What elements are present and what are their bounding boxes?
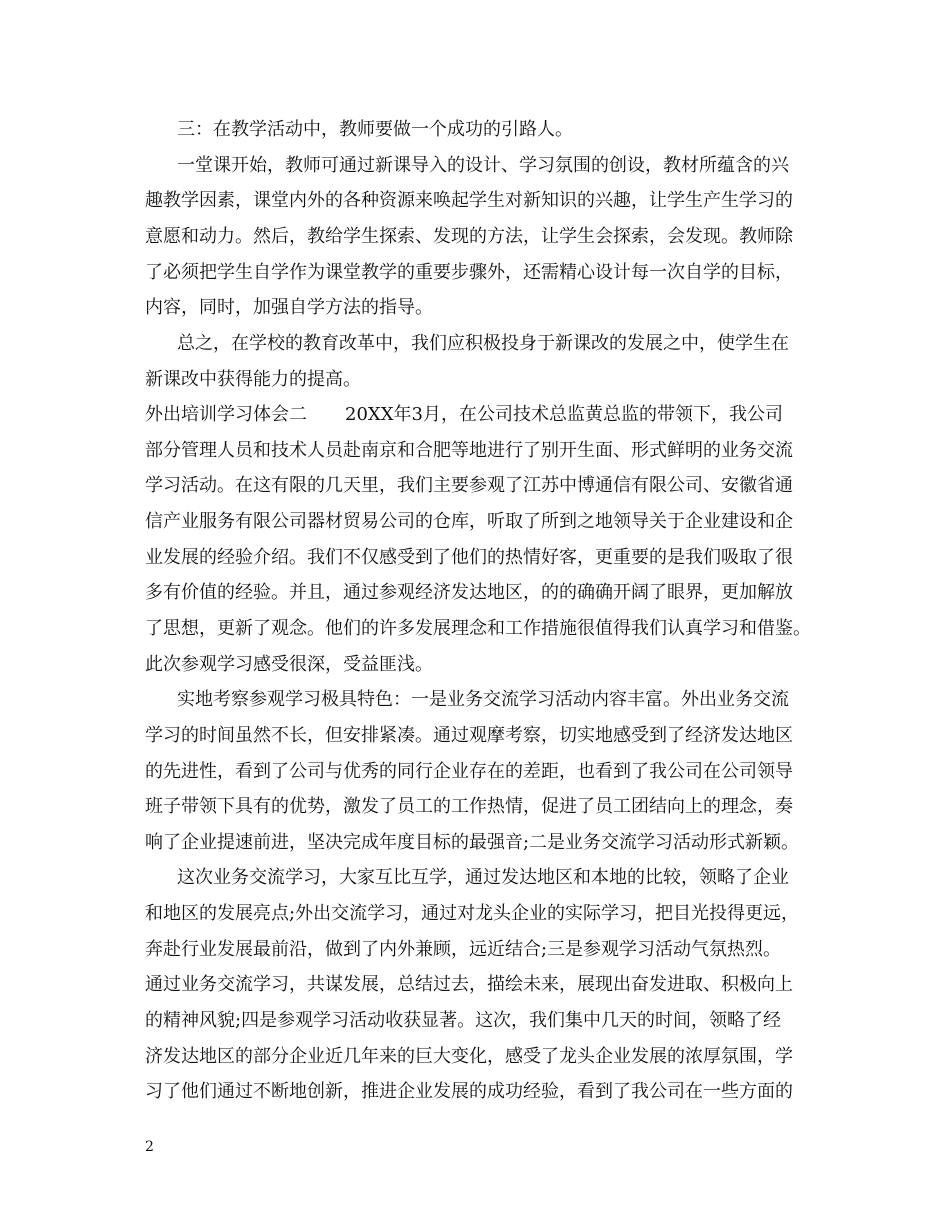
text-line: 一堂课开始，教师可通过新课导入的设计、学习氛围的创设，教材所蕴含的兴: [177, 155, 789, 176]
text-line: 此次参观学习感受很深，受益匪浅。: [145, 654, 433, 675]
text-line: 业发展的经验介绍。我们不仅感受到了他们的热情好客，更重要的是我们吸取了很: [145, 547, 793, 568]
text-line: 趣教学因素，课堂内外的各种资源来唤起学生对新知识的兴趣，让学生产生学习的: [145, 190, 793, 211]
text-line: 了必须把学生自学作为课堂教学的重要步骤外，还需精心设计每一次自学的目标，: [145, 262, 793, 283]
text-line: 济发达地区的部分企业近几年来的巨大变化，感受了龙头企业发展的浓厚氛围，学: [145, 1046, 793, 1067]
text-line: 学习的时间虽然不长，但安排紧凑。通过观摩考察，切实地感受到了经济发达地区: [145, 725, 793, 746]
text-line: 响了企业提速前进，坚决完成年度目标的最强音;二是业务交流学习活动形式新颖。: [145, 832, 800, 853]
text-line: 和地区的发展亮点;外出交流学习，通过对龙头企业的实际学习，把目光投得更远，: [145, 903, 800, 924]
page-number: 2: [145, 1139, 154, 1155]
text-line: 总之，在学校的教育改革中，我们应积极投身于新课改的发展之中，使学生在: [177, 333, 789, 354]
text-line: 通过业务交流学习，共谋发展，总结过去，描绘未来，展现出奋发进取、积极向上: [145, 974, 793, 995]
text-line: 学习活动。在这有限的几天里，我们主要参观了江苏中博通信有限公司、安徽省通: [145, 475, 793, 496]
text-line: 新课改中获得能力的提高。: [145, 369, 361, 390]
text-line: 了思想，更新了观念。他们的许多发展理念和工作措施很值得我们认真学习和借鉴。: [145, 618, 811, 639]
text-line: 的先进性，看到了公司与优秀的同行企业存在的差距，也看到了我公司在公司领导: [145, 761, 793, 782]
text-line: 多有价值的经验。并且，通过参观经济发达地区，的的确确开阔了眼界，更加解放: [145, 582, 793, 603]
text-line: 奔赴行业发展最前沿，做到了内外兼顾，远近结合;三是参观学习活动气氛热烈。: [145, 939, 782, 960]
text-line: 这次业务交流学习，大家互比互学，通过发达地区和本地的比较，领略了企业: [177, 867, 789, 888]
section-heading: 外出培训学习体会二: [145, 404, 307, 425]
text-line: 的精神风貌;四是参观学习活动收获显著。这次，我们集中几天的时间，领略了经: [145, 1010, 782, 1031]
text-line: 班子带领下具有的优势，激发了员工的工作热情，促进了员工团结向上的理念，奏: [145, 796, 793, 817]
text-line: 意愿和动力。然后，教给学生探索、发现的方法，让学生会探索，会发现。教师除: [145, 226, 793, 247]
text-line-continuation: 20XX年3月，在公司技术总监黄总监的带领下，我公司: [345, 404, 783, 425]
text-line: 信产业服务有限公司器材贸易公司的仓库，听取了所到之地领导关于企业建设和企: [145, 511, 793, 532]
text-line: 实地考察参观学习极具特色：一是业务交流学习活动内容丰富。外出业务交流: [177, 689, 789, 710]
text-line: 内容，同时，加强自学方法的指导。: [145, 297, 433, 318]
text-line: 三：在教学活动中，教师要做一个成功的引路人。: [177, 119, 573, 140]
text-line: 习了他们通过不断地创新，推进企业发展的成功经验，看到了我公司在一些方面的: [145, 1081, 793, 1102]
text-line: 部分管理人员和技术人员赴南京和合肥等地进行了别开生面、形式鲜明的业务交流: [145, 440, 793, 461]
text-line: [145, 403, 825, 427]
